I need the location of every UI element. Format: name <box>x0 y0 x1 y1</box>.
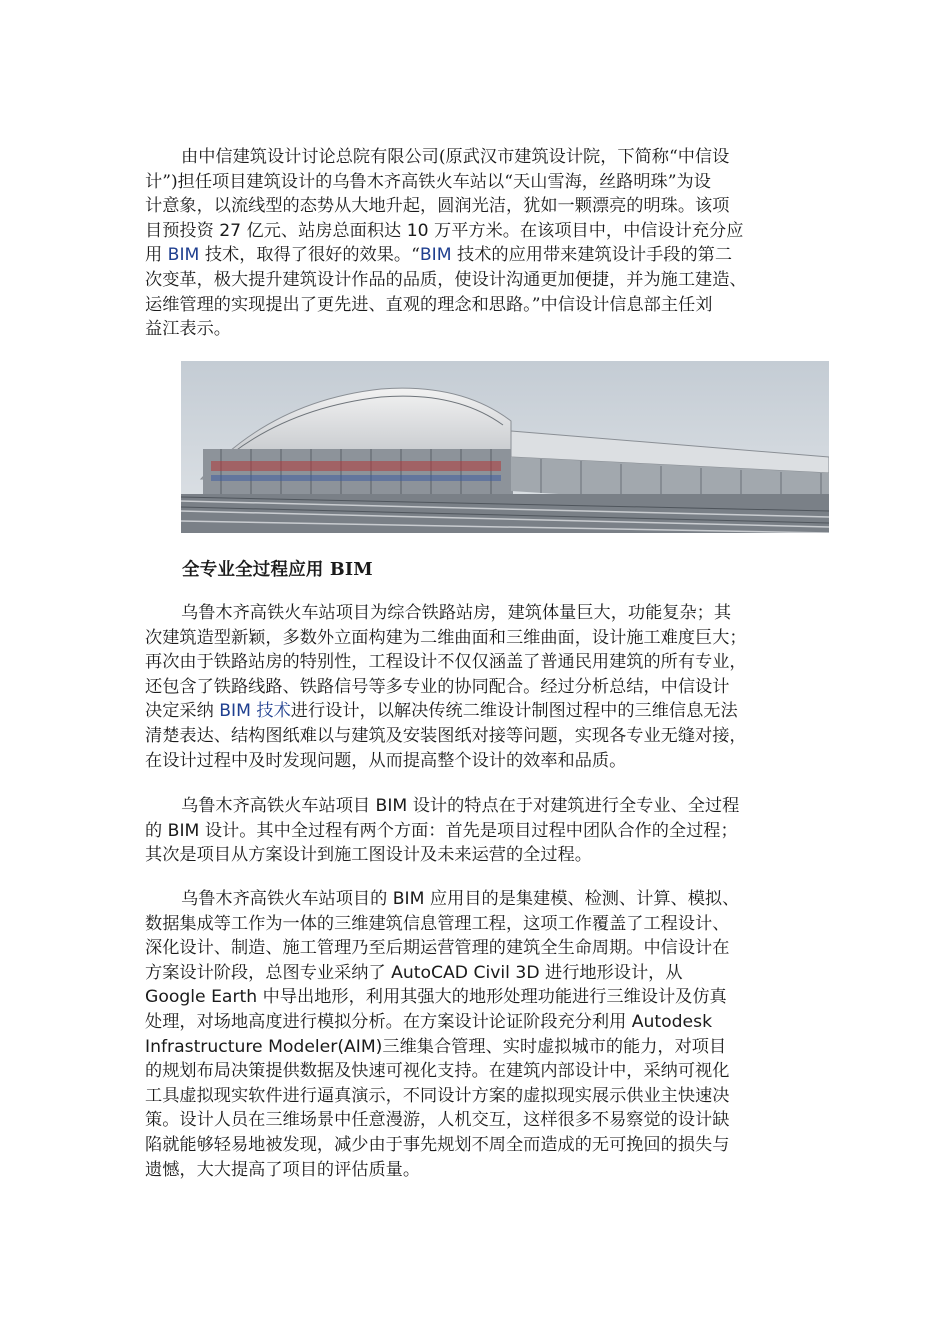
text-run: 次建筑造型新颖，多数外立面构建为二维曲面和三维曲面，设计施工难度巨大； <box>145 627 747 648</box>
text-line <box>145 749 843 774</box>
text-line <box>181 601 843 626</box>
text-line <box>181 794 843 819</box>
text-run: 数据集成等工作为一体的三维建筑信息管理工程，这项工作覆盖了工程设计、 <box>145 913 730 934</box>
text-run: 的 <box>145 820 168 841</box>
text-run: 益江表示。 <box>145 319 231 340</box>
station-rendering-image <box>181 361 829 533</box>
text-run: 进行地形设计，从 <box>539 962 683 983</box>
text-line <box>145 1108 843 1133</box>
text-run: BIM <box>375 796 408 816</box>
text-run: 乌鲁木齐高铁火车站项目为综合铁路站房，建筑体量巨大，功能复杂；其 <box>181 603 732 623</box>
text-line <box>145 626 843 651</box>
text-run: Infrastructure Modeler(AIM) <box>145 1036 383 1057</box>
text-line <box>145 1084 843 1109</box>
text-run: 技术的应用带来建筑设计手段的第二 <box>451 245 733 266</box>
link-text[interactable]: BIM <box>167 245 200 266</box>
intro-paragraph <box>145 145 843 342</box>
text-run: 陷就能够轻易地被发现，减少由于事先规划不周全而造成的无可挽回的损失与 <box>145 1134 730 1155</box>
link-text[interactable]: 技术 <box>250 701 291 722</box>
text-run: 还包含了铁路线路、铁路信号等多专业的协同配合。经过分析总结，中信设计 <box>145 676 730 697</box>
text-line <box>145 675 843 700</box>
text-line <box>145 650 843 675</box>
text-run: 三维集合管理、实时虚拟城市的能力，对项目 <box>382 1036 727 1057</box>
text-line <box>181 887 843 912</box>
text-line <box>145 1035 843 1060</box>
text-run: Autodesk <box>631 1011 713 1032</box>
text-line <box>145 293 843 318</box>
text-run: 设计的特点在于对建筑进行全专业、全过程 <box>407 796 740 816</box>
text-run: 清楚表达、结构图纸难以与建筑及安装图纸对接等问题，实现各专业无缝对接， <box>145 725 747 746</box>
body-paragraph-2 <box>145 794 843 868</box>
text-run: 策。设计人员在三维场景中任意漫游，人机交互，这样很多不易察觉的设计缺 <box>145 1110 730 1131</box>
text-run: 技术，取得了很好的效果。“ <box>199 245 420 266</box>
text-run: 设计。其中全过程有两个方面：首先是项目过程中团队合作的全过程； <box>199 820 738 841</box>
body-paragraph-1 <box>145 601 843 773</box>
text-run: 深化设计、制造、施工管理乃至后期运营管理的建筑全生命周期。中信设计在 <box>145 938 730 959</box>
text-run: 再次由于铁路站房的特别性，工程设计不仅仅涵盖了普通民用建筑的所有专业， <box>145 652 747 673</box>
text-run: 应用目的是集建模、检测、计算、模拟、 <box>424 889 740 909</box>
text-run: 乌鲁木齐高铁火车站项目 <box>181 796 376 816</box>
text-run: 由中信建筑设计讨论总院有限公司(原武汉市建筑设计院，下简称“中信设 <box>181 147 730 167</box>
text-line <box>145 1010 843 1035</box>
text-line <box>145 194 843 219</box>
text-run: 次变革，极大提升建筑设计作品的品质，使设计沟通更加便捷，并为施工建造、 <box>145 269 747 290</box>
text-run: 决定采纳 <box>145 701 220 722</box>
text-run: 工具虚拟现实软件进行逼真演示，不同设计方案的虚拟现实展示供业主快速决 <box>145 1085 730 1106</box>
text-line <box>145 843 843 868</box>
text-run: 其次是项目从方案设计到施工图设计及未来运营的全过程。 <box>145 845 592 866</box>
section-heading-text: 全专业全过程应用 BIM <box>182 560 373 580</box>
text-line <box>145 1158 843 1183</box>
text-run: 方案设计阶段，总图专业采纳了 <box>145 962 392 983</box>
text-run: Google Earth <box>145 987 258 1008</box>
text-run: 运维管理的实现提出了更先进、直观的理念和思路。”中信设计信息部主任刘 <box>145 294 713 315</box>
text-run: 目预投资 <box>145 220 220 241</box>
text-line <box>145 724 843 749</box>
text-run: 计”)担任项目建筑设计的乌鲁木齐高铁火车站以“天山雪海，丝路明珠”为设 <box>145 171 711 192</box>
text-run: 处理，对场地高度进行模拟分析。在方案设计论证阶段充分利用 <box>145 1011 632 1032</box>
link-text[interactable]: BIM <box>219 701 251 722</box>
text-run: 在设计过程中及时发现问题，从而提高整个设计的效率和品质。 <box>145 750 627 771</box>
text-run: BIM <box>167 820 200 841</box>
text-run: AutoCAD Civil 3D <box>391 962 540 983</box>
text-line <box>145 912 843 937</box>
text-line <box>145 268 843 293</box>
text-run: 27 <box>219 220 242 241</box>
text-line <box>145 317 843 342</box>
text-run: 进行设计，以解决传统二维设计制图过程中的三维信息无法 <box>290 701 738 722</box>
link-text[interactable]: BIM <box>419 245 452 266</box>
text-line <box>145 1133 843 1158</box>
text-run: 万平方米。在该项目中，中信设计充分应 <box>428 220 744 241</box>
text-run: 的规划布局决策提供数据及快速可视化支持。在建筑内部设计中，采纳可视化 <box>145 1061 730 1082</box>
text-line <box>145 243 843 268</box>
body-paragraph-3 <box>145 887 843 1182</box>
text-line <box>145 1059 843 1084</box>
text-line <box>145 936 843 961</box>
text-line <box>145 819 843 844</box>
text-run: 中导出地形，利用其强大的地形处理功能进行三维设计及仿真 <box>257 987 727 1008</box>
text-run: BIM <box>392 889 425 909</box>
text-run: 遗憾，大大提高了项目的评估质量。 <box>145 1159 421 1180</box>
text-line <box>145 170 843 195</box>
text-run: 亿元、站房总面积达 <box>241 220 407 241</box>
text-line <box>145 219 843 244</box>
text-run: 计意象，以流线型的态势从大地升起，圆润光洁，犹如一颗漂亮的明珠。该项 <box>145 196 730 217</box>
section-heading <box>182 556 373 581</box>
text-run: 10 <box>406 220 429 241</box>
text-line <box>145 699 843 724</box>
text-run: 乌鲁木齐高铁火车站项目的 <box>181 889 393 909</box>
text-line <box>145 985 843 1010</box>
text-run: 用 <box>145 245 168 266</box>
text-line <box>145 961 843 986</box>
text-line <box>181 145 843 170</box>
